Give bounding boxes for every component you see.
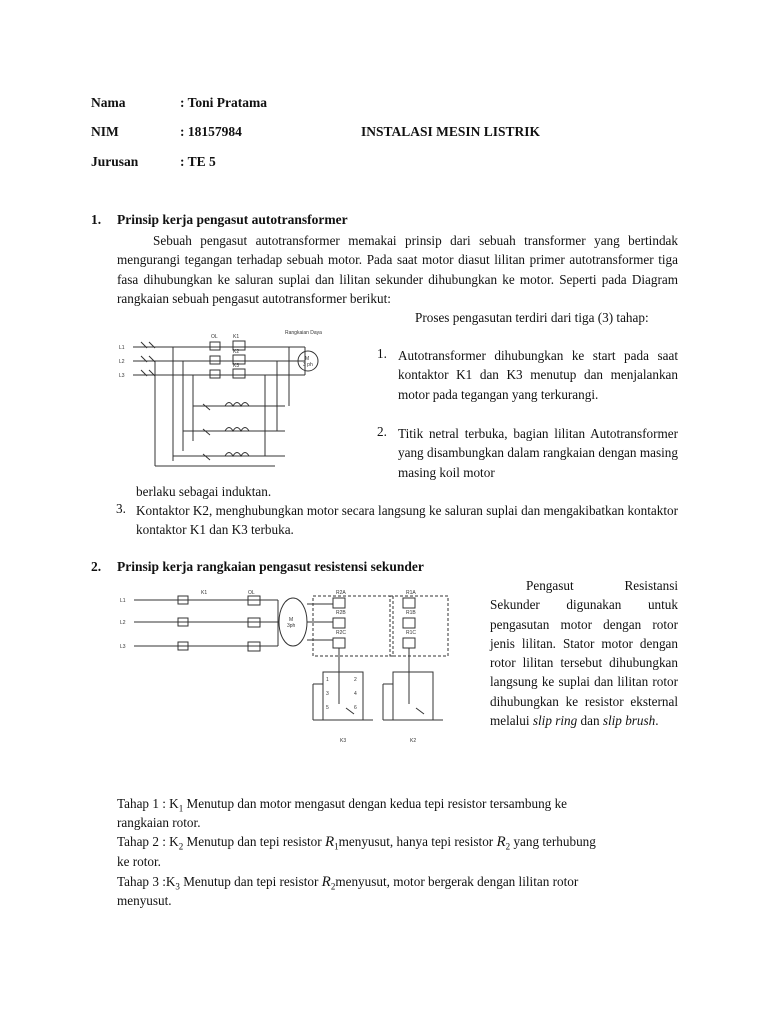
tahap-2-r1-sub: 1 [334,841,339,852]
period: . [655,713,659,729]
slip-ring-term: slip ring [532,713,578,729]
secondary-resistance-diagram [118,584,478,754]
section-2-paragraph-text: Pengasut Resistansi Sekunder digunakan untuk pengasutan motor dengan rotor jenis lilitan. Stator motor dengan rotor lilitan tersebut dihubungkan langsung ke suplai dan lilitan rotor dihubungkan ke resistor eksternal melalui [490,578,678,729]
rd-r2c: R2C [336,630,347,636]
ad-top-label: Rangkaian Daya [285,330,322,336]
rd-k2: K2 [410,738,417,744]
autotransformer-diagram [115,326,365,476]
section-2-heading: Prinsip kerja rangkaian pengasut resistensi sekunder [117,559,424,574]
nama-label: Nama [91,95,126,110]
tahap-2-r2-sub: 2 [505,841,511,852]
tahap-3-sub: 3 [175,881,180,892]
rd-l1: L1 [120,598,126,604]
tahap-3-r2-sub: 2 [330,881,336,892]
ad-motor: M [305,356,310,362]
step-2-number: 2. [377,424,387,439]
rd-l2: L2 [120,620,126,626]
ad-ol: OL [211,334,218,340]
tahap-2-r2: R [496,834,506,850]
tahap-1-cont: rangkaian rotor. [117,815,201,830]
section-1-paragraph: Sebuah pengasut autotransformer memakai prinsip dari sebuah transformer yang bertindak mengurangi tegangan terhadap sebuah motor. Pada saat motor diasut lilitan primer autotransformer tiga fasa dihubungkan ke saluran suplai dan lilitan sekunder dihubungkan ke motor. Seperti pada Diagram rangkaian sebuah pengasut autotransformer berikut: [117,233,678,306]
ad-l2: L2 [119,359,125,365]
tahap-2-text-b: menyusut, hanya tepi resistor [338,834,497,849]
rd-r2b: R2B [336,610,346,616]
rd-n3: 3 [326,691,329,697]
step-2-text: Titik netral terbuka, bagian lilitan Autotransformer yang disambungkan dalam rangkaian dengan masing masing koil motor [398,426,678,480]
ad-k3: K3 [233,363,240,369]
step-3-text: Kontaktor K2, menghubungkan motor secara langsung ke saluran suplai dan mengakibatkan kontaktor kontaktor K1 dan K3 terbuka. [136,503,678,538]
rd-motor-sub: 3ph [287,623,296,629]
step-1-number: 1. [377,346,387,361]
jurusan-label: Jurusan [91,154,139,169]
document-title: INSTALASI MESIN LISTRIK [361,124,541,139]
tahap-2-label: Tahap 2 : K [117,834,179,849]
nim-value: : 18157984 [180,124,242,139]
rd-l3: L3 [120,644,126,650]
rd-r2a: R2A [336,590,346,596]
rd-n1: 1 [326,677,329,683]
tahap-2-text-c: yang terhubung [510,834,596,849]
rd-r1c: R1C [406,630,417,636]
ad-k2: K2 [233,349,240,355]
slip-brush-term: slip brush [602,713,656,729]
tahap-1-text: Menutup dan motor mengasut dengan kedua tepi resistor tersambung ke [183,796,568,811]
steps-intro: Proses pengasutan terdiri dari tiga (3) tahap: [415,310,649,325]
tahap-2-sub: 2 [178,841,184,852]
tahap-3-text-b: menyusut, motor bergerak dengan lilitan rotor [335,874,579,889]
section-1-number: 1. [91,212,102,227]
tahap-1-label: Tahap 1 : K [117,796,179,811]
ad-motor-sub: 3 ph [303,362,313,368]
tahap-3-label: Tahap 3 :K [117,874,176,889]
ad-k1: K1 [233,334,240,340]
rd-k1: K1 [201,590,208,596]
rd-n4: 4 [354,691,357,697]
rd-r1b: R1B [406,610,416,616]
tahap-1 [117,794,692,819]
nama-value: : Toni Pratama [180,95,268,110]
tahap-3-r2: R [321,874,331,890]
step-2-continuation: berlaku sebagai induktan. [136,484,272,499]
rd-motor: M [289,617,294,623]
tahap-2-cont: ke rotor. [117,854,161,869]
rd-n2: 2 [354,677,357,683]
ad-l1: L1 [119,345,125,351]
section-2-paragraph [490,576,678,730]
tahap-2-r1: R [324,834,335,850]
tahap-3-text-a: Menutup dan tepi resistor [179,874,322,889]
ad-l3: L3 [119,373,125,379]
rd-n6: 6 [354,705,357,711]
tahap-3-cont: menyusut. [117,893,172,908]
jurusan-value: : TE 5 [180,154,216,169]
rd-n5: 5 [326,705,329,711]
tahap-3 [117,872,692,897]
rd-k3: K3 [340,738,347,744]
step-1-text: Autotransformer dihubungkan ke start pada saat kontaktor K1 dan K3 menutup dan menjalankan motor pada tegangan yang terkurangi. [398,348,678,402]
step-3-number: 3. [116,501,126,516]
and-word: dan [577,713,603,729]
section-1-heading: Prinsip kerja pengasut autotransformer [117,212,348,227]
tahap-1-sub: 1 [178,803,184,814]
tahap-2 [117,832,692,857]
section-2-number: 2. [91,559,102,574]
nim-label: NIM [91,124,119,139]
rd-ol: OL [248,590,255,596]
tahap-2-text-a: Menutup dan tepi resistor [183,834,325,849]
rd-r1a: R1A [406,590,416,596]
